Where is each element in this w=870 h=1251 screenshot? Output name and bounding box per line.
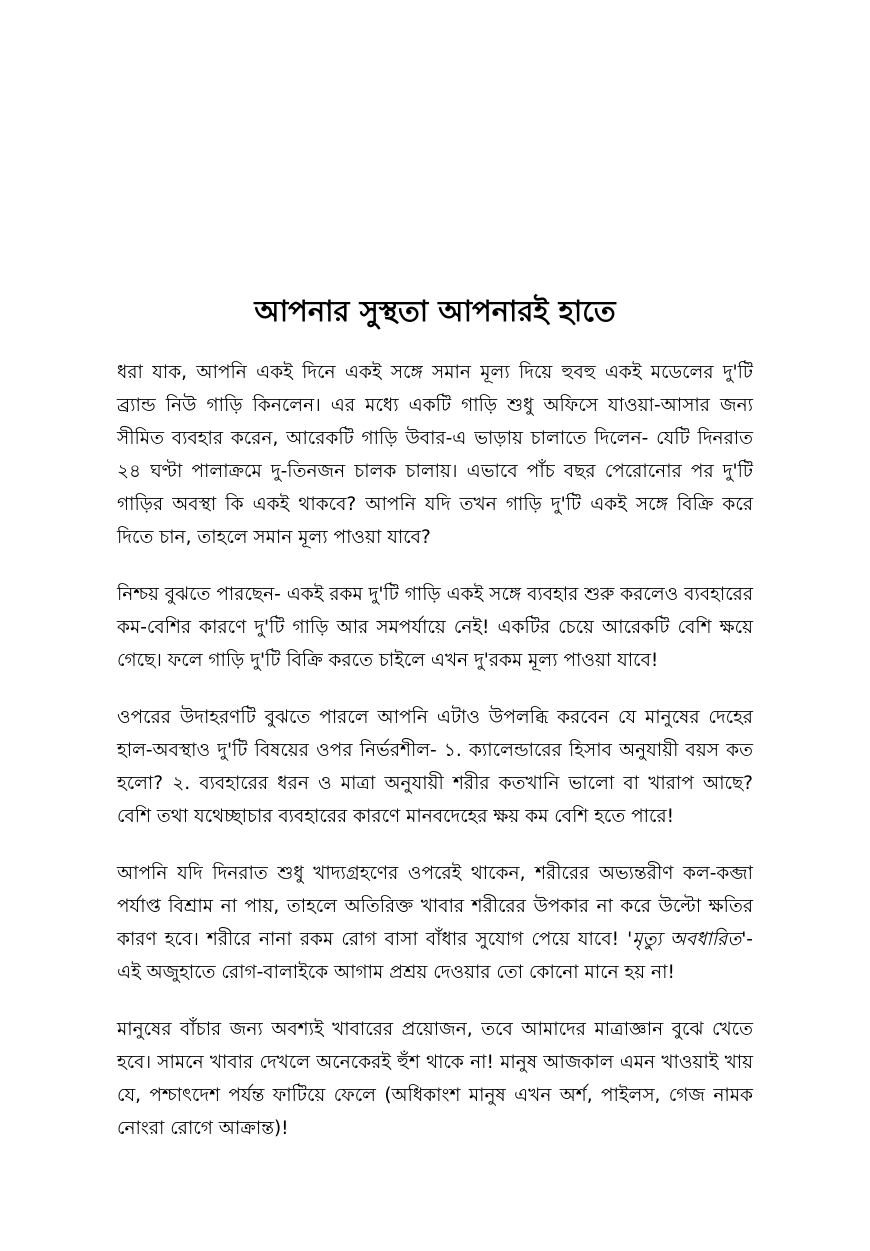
paragraph-4-body: আপনি যদি দিনরাত শুধু খাদ্যগ্রহণের ওপরেই থাকেন, শরীরের অভ্যন্তরীণ কল-কব্জা পর্যাপ্ত বিশ্রাম না পায়, তাহলে অতিরিক্ত খাবার শরীরের উপকার না করে উল্টো ক্ষতির কারণ হবে। শরীরে নানা রকম রোগ বাসা বাঁধার সুযোগ পেয়ে যাবে! [117, 863, 753, 950]
paragraph-4 [117, 857, 753, 989]
document-page [117, 288, 753, 1169]
italic-quote: 'মৃত্যু অবধারিত' [627, 929, 747, 950]
paragraph-1: ধরা যাক, আপনি একই দিনে একই সঙ্গে সমান মূল্য দিয়ে হুবহু একই মডেলের দু'টি ব্র্যান্ড নিউ গাড়ি কিনলেন। এর মধ্যে একটি গাড়ি শুধু অফিসে যাওয়া-আসার জন্য সীমিত ব্যবহার করেন, আরেকটি গাড়ি উবার-এ ভাড়ায় চালাতে দিলেন- যেটি দিনরাত ২৪ ঘণ্টা পালাক্রমে দু-তিনজন চালক চালায়। এভাবে পাঁচ বছর পেরোনোর পর দু'টি গাড়ির অবস্থা কি একই থাকবে? আপনি যদি তখন গাড়ি দু'টি একই সঙ্গে বিক্রি করে দিতে চান, তাহলে সমান মূল্য পাওয়া যাবে? [117, 362, 753, 548]
paragraph-2: নিশ্চয় বুঝতে পারছেন- একই রকম দু'টি গাড়ি একই সঙ্গে ব্যবহার শুরু করলেও ব্যবহারের কম-বেশির কারণে দু'টি গাড়ি আর সমপর্যায়ে নেই! একটির চেয়ে আরেকটি বেশি ক্ষয়ে গেছে। ফলে গাড়ি দু'টি বিক্রি করতে চাইলে এখন দু'রকম মূল্য পাওয়া যাবে! [117, 584, 753, 671]
paragraph-3: ওপরের উদাহরণটি বুঝতে পারলে আপনি এটাও উপলব্ধি করবেন যে মানুষের দেহের হাল-অবস্থাও দু'টি বিষয়ের ওপর নির্ভরশীল- ১. ক্যালেন্ডারের হিসাব অনুযায়ী বয়স কত হলো? ২. ব্যবহারের ধরন ও মাত্রা অনুযায়ী শরীর কতখানি ভালো বা খারাপ আছে? বেশি তথা যথেচ্ছাচার ব্যবহারের কারণে মানবদেহের ক্ষয় কম বেশি হতে পারে! [117, 707, 753, 827]
paragraph-5: মানুষের বাঁচার জন্য অবশ্যই খাবারের প্রয়োজন, তবে আমাদের মাত্রাজ্ঞান বুঝে খেতে হবে। সামনে খাবার দেখলে অনেকেরই হুঁশ থাকে না! মানুষ আজকাল এমন খাওয়াই খায় যে, পশ্চাৎদেশ পর্যন্ত ফাটিয়ে ফেলে (অধিকাংশ মানুষ এখন অর্শ, পাইলস, গেজ নামক নোংরা রোগে আক্রান্ত)! [117, 1019, 753, 1139]
page-title: আপনার সুস্থতা আপনারই হাতে [254, 294, 616, 328]
paragraph-4-tail: - এই অজুহাতে রোগ-বালাইকে আগাম প্রশ্রয় দেওয়ার তো কোনো মানে হয় না! [117, 929, 753, 983]
